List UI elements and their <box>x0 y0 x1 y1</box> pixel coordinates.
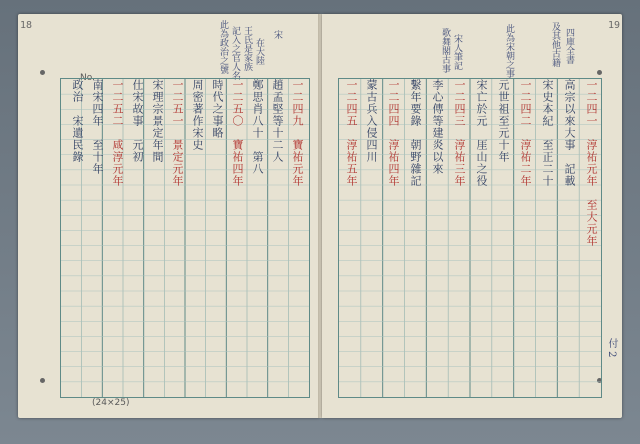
column-text: 趙孟堅等十二人 <box>271 79 284 163</box>
right-page-number: 19 <box>607 20 620 31</box>
margin-note: 及其他古籍 <box>550 22 560 67</box>
grid-caption: (24×25) <box>92 398 130 408</box>
column-text: 宋理宗景定年間 <box>151 79 164 163</box>
manuscript-grid <box>60 78 310 398</box>
column-text: 一二四一 淳祐元年 至大元年 <box>585 79 598 247</box>
column-text: 鄭思肖八十 第八 <box>251 79 264 175</box>
column-text: 一二五二 咸淳元年 <box>111 79 124 187</box>
margin-note: 四庫全書 <box>564 28 574 64</box>
column-text: 元世祖至元十年 <box>497 79 510 163</box>
column-text: 宋亡於元 厓山之役 <box>475 79 488 187</box>
binding-hole <box>40 378 45 383</box>
margin-note: 此為政治之號 <box>218 20 228 74</box>
column-text: 宋史本紀 至正二十 <box>541 79 554 187</box>
margin-note: 記入之官人名 <box>230 26 240 80</box>
column-text: 一二四五 淳祐五年 <box>345 79 358 187</box>
column-text: 一二四二 淳祐二年 <box>519 79 532 187</box>
margin-note: 在大陸 <box>254 38 264 65</box>
column-text: 高宗以來大事 記載 <box>563 79 576 187</box>
margin-note: 王氏是家族 <box>242 26 252 71</box>
binding-hole <box>40 70 45 75</box>
binding-hole <box>597 70 602 75</box>
right-manuscript-page <box>322 14 622 418</box>
column-text: 一二四四 淳祐四年 <box>387 79 400 187</box>
margin-note: 宋人筆記 <box>452 34 462 70</box>
column-text: 仕宋故事 元初 <box>131 79 144 163</box>
left-page-number: 18 <box>20 20 33 31</box>
column-text: 政治 宋遺民錄 <box>71 79 84 163</box>
margin-note: 此為宋朝之事 <box>504 24 514 78</box>
column-text: 一二五〇 寶祐四年 <box>231 79 244 187</box>
manuscript-grid <box>338 78 602 398</box>
number-label: No. <box>80 73 95 83</box>
left-manuscript-page <box>18 14 320 418</box>
column-text: 一二五一 景定元年 <box>171 79 184 187</box>
column-text: 一二四九 寶祐元年 <box>291 79 304 187</box>
column-text: 蒙古兵入侵四川 <box>365 79 378 163</box>
column-text: 繫年要錄 朝野雜記 <box>409 79 422 187</box>
column-text: 周密著作宋史 <box>191 79 204 151</box>
margin-note: 宋 <box>272 30 282 39</box>
column-text: 時代之事略 <box>211 79 224 139</box>
column-text: 李心傳等建炎以來 <box>431 79 444 175</box>
side-note: 付 2 <box>606 338 617 358</box>
margin-note: 歌舞閣古事 <box>440 28 450 73</box>
column-text: 南宋四年 至十年 <box>91 79 104 175</box>
column-text: 一二四三 淳祐三年 <box>453 79 466 187</box>
